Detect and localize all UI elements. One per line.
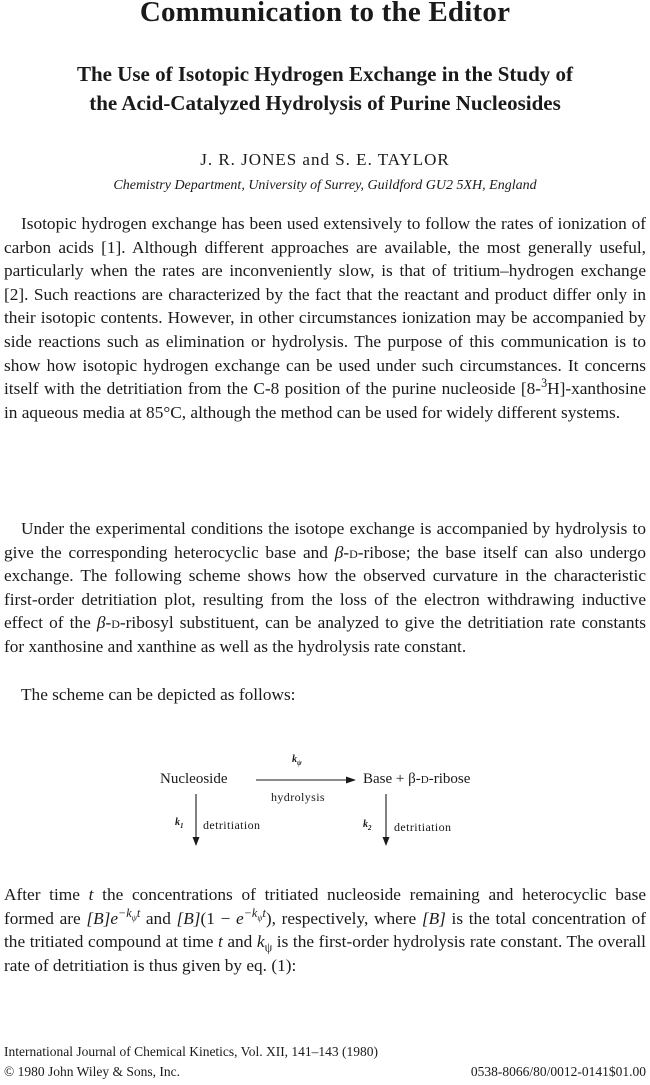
k1-rate-constant — [175, 817, 184, 828]
text: is the first-order hydrolysis rate constant. The overall rate of detritiation is thus given by eq. (1): — [4, 932, 646, 975]
beta-symbol: β — [334, 542, 344, 562]
small-caps-d: d — [420, 771, 429, 787]
hydrolysis-label: hydrolysis — [271, 790, 326, 804]
small-caps-d: d — [349, 542, 358, 562]
paper-title-line-2: the Acid-Catalyzed Hydrolysis of Purine Nucleosides — [89, 91, 561, 115]
k-symbol: k — [363, 819, 368, 830]
math-expr: [B] — [421, 908, 446, 928]
products-label — [363, 771, 470, 788]
exponent — [118, 905, 141, 923]
author-list: J. R. JONES and S. E. TAYLOR — [200, 150, 450, 169]
detritiation-arrowhead-2 — [383, 837, 390, 846]
psi-subscript: ψ — [264, 940, 273, 955]
text: is the total concentration of the tritiated compound at time — [4, 908, 647, 952]
exp-t: t — [136, 905, 141, 920]
k-symbol: k — [292, 754, 297, 765]
text: -ribosyl substituent, can be analyzed to give the detritiation rate constants for xanthosine and xanthine as well as the hydrolysis rate constant. — [4, 613, 646, 656]
detritiation-label-2: detritiation — [394, 820, 452, 834]
exp-k: −k — [118, 905, 132, 920]
footer-journal-citation: International Journal of Chemical Kinetics, Vol. XII, 141–143 (1980) — [4, 1044, 379, 1059]
reaction-scheme — [0, 730, 650, 870]
author-affiliation: Chemistry Department, University of Surrey, Guildford GU2 5XH, England — [113, 178, 537, 193]
products-text-end: -ribose — [428, 771, 471, 787]
psi-subscript: ψ — [257, 912, 263, 923]
body-paragraph-1 — [4, 212, 646, 424]
body-paragraph-3: The scheme can be depicted as follows: — [21, 685, 296, 704]
detritiation-arrowhead-1 — [193, 837, 200, 846]
hydrolysis-arrowhead — [346, 777, 356, 784]
nucleoside-label: Nucleoside — [160, 771, 228, 787]
text: Isotopic hydrogen exchange has been used extensively to follow the rates of ionization of carbon acids [1]. Although different approaches are available, the most generally useful, particularly when the rates are inconveniently slow, is that of tritium–hydrogen exchange [2]. Such reactions are characterized by the fact that the reactant and product differ only in their isotopic contents. However, in other circumstances ionization may be accompanied by side reactions such as elimination or hydrolysis. The purpose of this communication is to show how isotopic hydrogen exchange can be used under such circumstances. It concerns itself with the detritiation from the C-8 position of the purine nucleoside [8- — [4, 214, 646, 399]
exp-k: −k — [243, 905, 258, 920]
math-var: t — [217, 932, 223, 952]
subscript-1: 1 — [180, 822, 184, 830]
text: - — [105, 613, 112, 633]
body-paragraph-4 — [4, 883, 646, 977]
subscript-2: 2 — [368, 824, 372, 832]
text: -ribose; the base itself can also undergo exchange. The following scheme shows how the observed curvature in the characteristic first-order detritiation plot, resulting from the loss of the electron withdrawing inductive effect of the — [4, 542, 646, 633]
psi-subscript: ψ — [131, 912, 137, 923]
text: Under the experimental conditions the isotope exchange is accompanied by hydrolysis to give the corresponding heterocyclic base and — [4, 519, 646, 562]
superscript: 3 — [541, 376, 548, 391]
psi-subscript: ψ — [297, 759, 302, 767]
hydrolysis-rate-constant — [292, 754, 302, 765]
footer-copyright: © 1980 John Wiley & Sons, Inc. — [4, 1064, 180, 1079]
text: H]-xanthosine in aqueous media at 85°C, although the method can be used for widely different systems. — [4, 379, 646, 422]
footer-copyright-row — [4, 1064, 646, 1080]
text: ), respectively, where — [265, 908, 422, 928]
text: (1 − — [200, 908, 237, 928]
k2-rate-constant — [363, 819, 372, 830]
math-var: t — [88, 885, 94, 904]
paper-title-line-1: The Use of Isotopic Hydrogen Exchange in the Study of — [76, 62, 574, 86]
text: the concentrations of tritiated nucleoside remaining and heterocyclic base formed are — [4, 885, 646, 928]
beta-symbol: β — [96, 613, 106, 633]
text: and — [140, 908, 177, 928]
math-var: e — [236, 908, 244, 928]
small-caps-d: d — [111, 613, 120, 633]
text: After time — [4, 885, 89, 904]
body-paragraph-2 — [4, 517, 646, 659]
detritiation-label-1: detritiation — [203, 818, 261, 832]
exp-t: t — [262, 905, 266, 920]
math-var: k — [256, 932, 265, 952]
math-expr: [B]e — [86, 908, 119, 928]
math-expr: [B] — [176, 908, 201, 928]
footer-article-code: 0538-8066/80/0012-0141$01.00 — [470, 1064, 646, 1079]
exponent — [243, 905, 266, 923]
paper-title — [0, 60, 650, 118]
text: and — [222, 932, 257, 952]
section-heading: Communication to the Editor — [139, 0, 511, 28]
products-text: Base + β- — [363, 771, 421, 787]
text: - — [343, 542, 350, 562]
k-symbol: k — [175, 817, 180, 828]
